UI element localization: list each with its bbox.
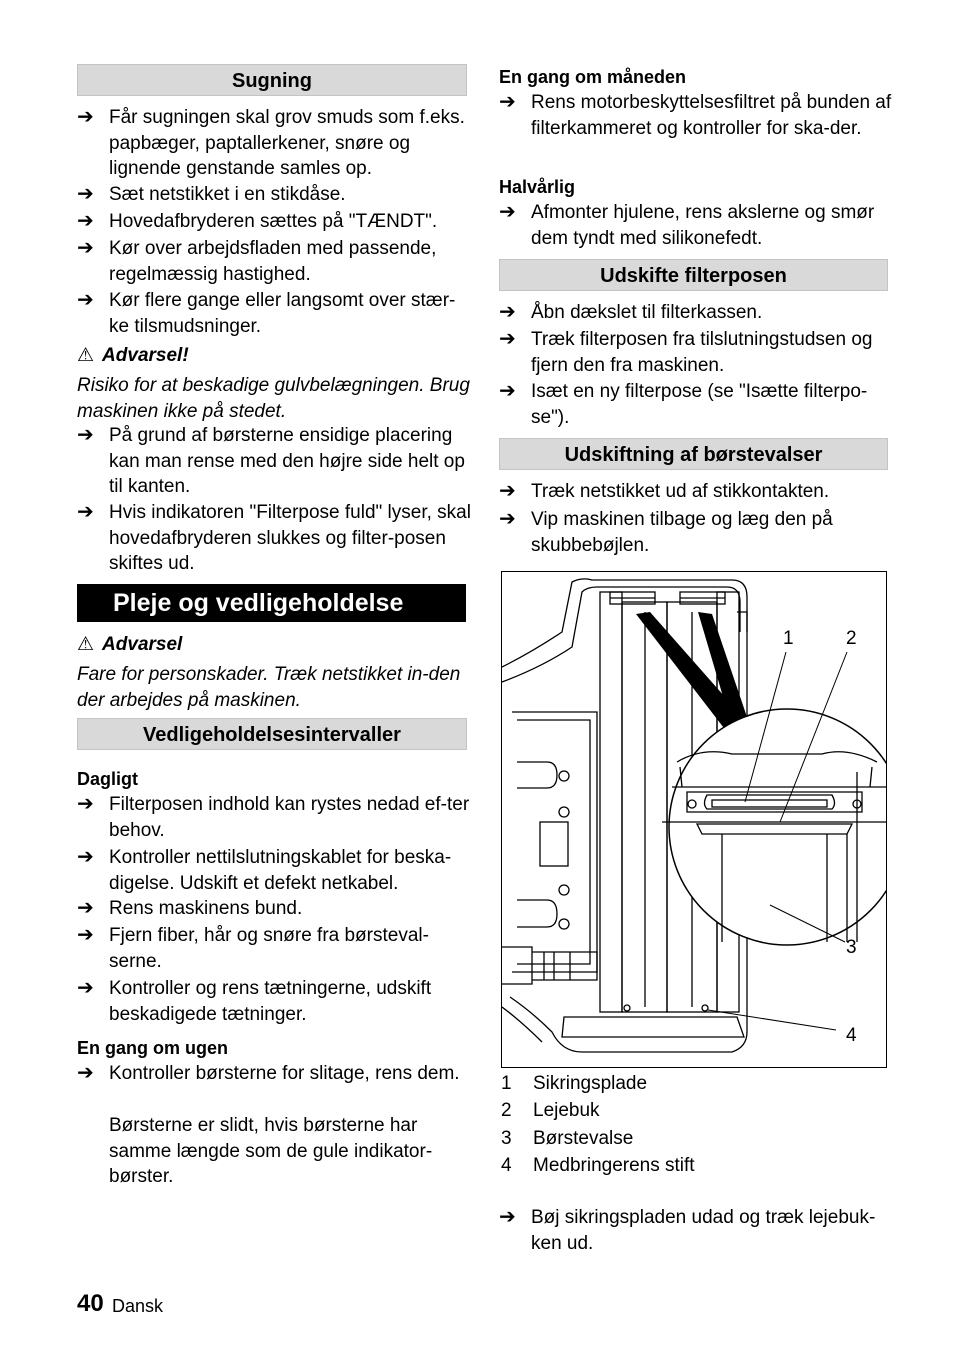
arrow-icon: ➔ xyxy=(499,508,516,530)
warning-title xyxy=(77,343,189,369)
legend-item xyxy=(501,1125,891,1152)
list-item-text: Hvis indikatoren "Filterpose fuld" lyser, skal hovedafbryderen slukkes og filter-posen skiftes ud. xyxy=(109,502,471,574)
legend-label: Børstevalse xyxy=(533,1127,634,1149)
arrow-icon: ➔ xyxy=(77,924,94,946)
section-heading-sugning: Sugning xyxy=(77,64,467,96)
warning-text: Risiko for at beskadige gulvbelægningen. Brug maskinen ikke på stedet. xyxy=(77,375,470,422)
legend-label: Medbringerens stift xyxy=(533,1154,695,1176)
chapter-heading: Pleje og vedligeholdelse xyxy=(77,584,466,622)
arrow-icon: ➔ xyxy=(499,480,516,502)
legend-number: 2 xyxy=(501,1100,512,1122)
list-item-text: Vip maskinen tilbage og læg den på skubbebøjlen. xyxy=(531,509,833,556)
list-item-text: Fjern fiber, hår og snøre fra børsteval-serne. xyxy=(109,925,429,972)
arrow-icon: ➔ xyxy=(77,237,94,259)
list-item-text: Kontroller nettilslutningskablet for beska-digelse. Udskift et defekt netkabel. xyxy=(109,847,452,894)
subheading-ugen: En gang om ugen xyxy=(77,1038,228,1058)
warning-icon: ⚠ xyxy=(77,634,95,655)
arrow-icon: ➔ xyxy=(77,793,94,815)
legend-item xyxy=(501,1097,891,1124)
list-item-text: Afmonter hjulene, rens akslerne og smør dem tyndt med silikonefedt. xyxy=(531,202,875,249)
brush-roller-diagram xyxy=(501,571,887,1068)
list-item-text: Træk filterposen fra tilslutningstudsen og fjern den fra maskinen. xyxy=(531,329,873,376)
list-item-text: Filterposen indhold kan rystes nedad ef-ter behov. xyxy=(109,794,470,841)
arrow-icon: ➔ xyxy=(77,846,94,868)
callout-4: 4 xyxy=(846,1025,857,1046)
arrow-icon: ➔ xyxy=(77,210,94,232)
callout-1: 1 xyxy=(783,628,794,649)
legend-number: 3 xyxy=(501,1127,512,1149)
callout-2: 2 xyxy=(846,628,857,649)
arrow-icon: ➔ xyxy=(77,1062,94,1084)
legend-item xyxy=(501,1070,891,1097)
legend-number: 4 xyxy=(501,1154,512,1176)
arrow-icon: ➔ xyxy=(77,183,94,205)
warning-text: Fare for personskader. Træk netstikket in-den der arbejdes på maskinen. xyxy=(77,664,461,711)
warning-icon: ⚠ xyxy=(77,345,95,366)
page-language: Dansk xyxy=(112,1296,164,1316)
arrow-icon: ➔ xyxy=(77,897,94,919)
list-item-text: Isæt en ny filterpose (se "Isætte filterpo-se"). xyxy=(531,381,868,428)
list-item-text: Rens motorbeskyttelsesfiltret på bunden af filterkammeret og kontroller for ska-der. xyxy=(531,92,892,139)
section-heading-filterpose: Udskifte filterposen xyxy=(499,259,888,291)
warning-title-text: Advarsel! xyxy=(102,345,189,366)
arrow-icon: ➔ xyxy=(77,106,94,128)
list-item-text: Åbn dækslet til filterkassen. xyxy=(531,302,763,323)
list-item-text: Kontroller og rens tætningerne, udskift beskadigede tætninger. xyxy=(109,978,432,1025)
legend-label: Lejebuk xyxy=(533,1100,600,1122)
note-text: Børsterne er slidt, hvis børsterne har samme længde som de gule indikator-børster. xyxy=(109,1115,433,1187)
list-item-text: Rens maskinens bund. xyxy=(109,898,303,919)
arrow-icon: ➔ xyxy=(499,1206,516,1228)
arrow-icon: ➔ xyxy=(499,201,516,223)
arrow-icon: ➔ xyxy=(499,91,516,113)
callout-3: 3 xyxy=(846,937,857,958)
list-item-text: Træk netstikket ud af stikkontakten. xyxy=(531,481,830,502)
warning-title xyxy=(77,632,182,658)
legend-number: 1 xyxy=(501,1073,512,1094)
arrow-icon: ➔ xyxy=(77,424,94,446)
section-heading-intervaller: Vedligeholdelsesintervaller xyxy=(77,718,467,750)
page-number: 40 xyxy=(77,1290,104,1317)
arrow-icon: ➔ xyxy=(499,301,516,323)
list-item-text: Sæt netstikket i en stikdåse. xyxy=(109,184,346,205)
list-item-text: Kør flere gange eller langsomt over stær-ke tilsmudsninger. xyxy=(109,290,456,337)
arrow-icon: ➔ xyxy=(77,289,94,311)
legend-label: Sikringsplade xyxy=(533,1073,648,1094)
list-item-text: Hovedafbryderen sættes på "TÆNDT". xyxy=(109,211,438,232)
list-item-text: På grund af børsterne ensidige placering kan man rense med den højre side helt op til kanten. xyxy=(109,425,465,497)
list-item-text: Kontroller børsterne for slitage, rens dem. xyxy=(109,1063,460,1084)
list-item-text: Kør over arbejdsfladen med passende, regelmæssig hastighed. xyxy=(109,238,437,285)
arrow-icon: ➔ xyxy=(77,501,94,523)
arrow-icon: ➔ xyxy=(499,380,516,402)
subheading-halvaarlig: Halvårlig xyxy=(499,177,576,197)
diagram-drawing xyxy=(502,572,887,1068)
figure-legend xyxy=(501,1070,891,1179)
subheading-maaneden: En gang om måneden xyxy=(499,67,687,87)
warning-title-text: Advarsel xyxy=(102,634,183,655)
arrow-icon: ➔ xyxy=(77,977,94,999)
list-item-text: Bøj sikringspladen udad og træk lejebuk-ken ud. xyxy=(531,1207,876,1254)
legend-item xyxy=(501,1152,891,1179)
list-item-text: Får sugningen skal grov smuds som f.eks. papbæger, paptallerkener, snøre og lignende genstande samles op. xyxy=(109,107,465,179)
section-heading-boerstevalser: Udskiftning af børstevalser xyxy=(499,438,888,470)
arrow-icon: ➔ xyxy=(499,328,516,350)
subheading-dagligt: Dagligt xyxy=(77,769,138,789)
